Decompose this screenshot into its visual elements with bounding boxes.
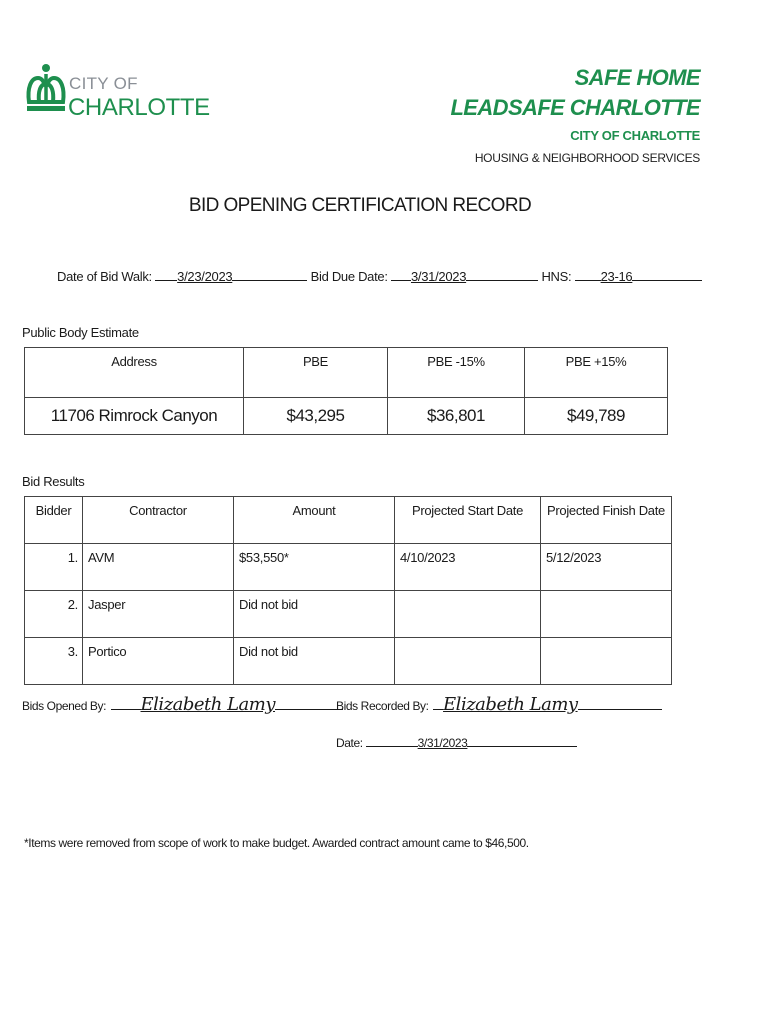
pbe-table — [24, 347, 668, 435]
bid-amount: $53,550* — [234, 544, 395, 591]
bidder-number: 3. — [25, 638, 83, 685]
finish-date — [541, 638, 672, 685]
opened-by-signature: Elizabeth Lamy — [140, 694, 276, 715]
date-value: 3/31/2023 — [417, 736, 468, 750]
footnote: *Items were removed from scope of work to make budget. Awarded contract amount came to $46,500. — [24, 836, 529, 850]
header-title-line2: LEADSAFE CHARLOTTE — [450, 95, 700, 120]
recorded-by-label: Bids Recorded By: — [336, 699, 429, 713]
bid-info-line — [57, 268, 702, 284]
bid-amount: Did not bid — [234, 638, 395, 685]
start-date — [395, 591, 541, 638]
hns-label: HNS: — [541, 269, 572, 284]
document-title: BID OPENING CERTIFICATION RECORD — [188, 195, 532, 216]
city-logo — [25, 62, 210, 124]
bid-walk-label: Date of Bid Walk: — [57, 269, 152, 284]
due-date-value: 3/31/2023 — [410, 269, 467, 284]
due-date-label: Bid Due Date: — [310, 269, 388, 284]
bid-header-finish-date: Projected Finish Date — [541, 497, 672, 544]
date-label: Date: — [336, 736, 363, 750]
pbe-header-plus15: PBE +15% — [525, 348, 668, 398]
opened-by-line — [22, 694, 343, 715]
recorded-by-line — [336, 694, 662, 715]
pbe-header-minus15: PBE -15% — [388, 348, 525, 398]
pbe-plus15-value: $49,789 — [525, 398, 668, 435]
pbe-header-pbe: PBE — [244, 348, 388, 398]
table-row — [25, 398, 668, 435]
pbe-section-label: Public Body Estimate — [22, 325, 139, 340]
table-row — [25, 591, 672, 638]
table-header-row — [25, 348, 668, 398]
recorded-by-signature: Elizabeth Lamy — [443, 694, 578, 715]
bidder-number: 1. — [25, 544, 83, 591]
bid-amount: Did not bid — [234, 591, 395, 638]
header-title-line1: SAFE HOME — [574, 65, 700, 90]
crown-icon — [25, 62, 67, 120]
header-subtitle-line1: CITY OF CHARLOTTE — [570, 128, 700, 143]
logo-charlotte-text: CHARLOTTE — [68, 94, 210, 121]
bid-walk-value: 3/23/2023 — [177, 269, 233, 284]
finish-date: 5/12/2023 — [541, 544, 672, 591]
header-subtitle-line2: HOUSING & NEIGHBORHOOD SERVICES — [474, 151, 700, 165]
logo-city-of-text: CITY OF — [69, 74, 138, 93]
opened-by-label: Bids Opened By: — [22, 699, 107, 713]
bid-header-contractor: Contractor — [83, 497, 234, 544]
contractor-name: Jasper — [83, 591, 234, 638]
pbe-minus15-value: $36,801 — [388, 398, 525, 435]
bid-header-start-date: Projected Start Date — [395, 497, 541, 544]
contractor-name: AVM — [83, 544, 234, 591]
date-line — [336, 734, 577, 750]
bid-results-table — [24, 496, 672, 685]
bid-header-amount: Amount — [234, 497, 395, 544]
start-date: 4/10/2023 — [395, 544, 541, 591]
bid-header-bidder: Bidder — [25, 497, 83, 544]
contractor-name: Portico — [83, 638, 234, 685]
table-row — [25, 544, 672, 591]
pbe-address: 11706 Rimrock Canyon — [25, 398, 244, 435]
pbe-value: $43,295 — [244, 398, 388, 435]
start-date — [395, 638, 541, 685]
finish-date — [541, 591, 672, 638]
bid-results-section-label: Bid Results — [22, 474, 85, 489]
bidder-number: 2. — [25, 591, 83, 638]
hns-value: 23-16 — [600, 269, 633, 284]
pbe-header-address: Address — [25, 348, 244, 398]
table-header-row — [25, 497, 672, 544]
table-row — [25, 638, 672, 685]
